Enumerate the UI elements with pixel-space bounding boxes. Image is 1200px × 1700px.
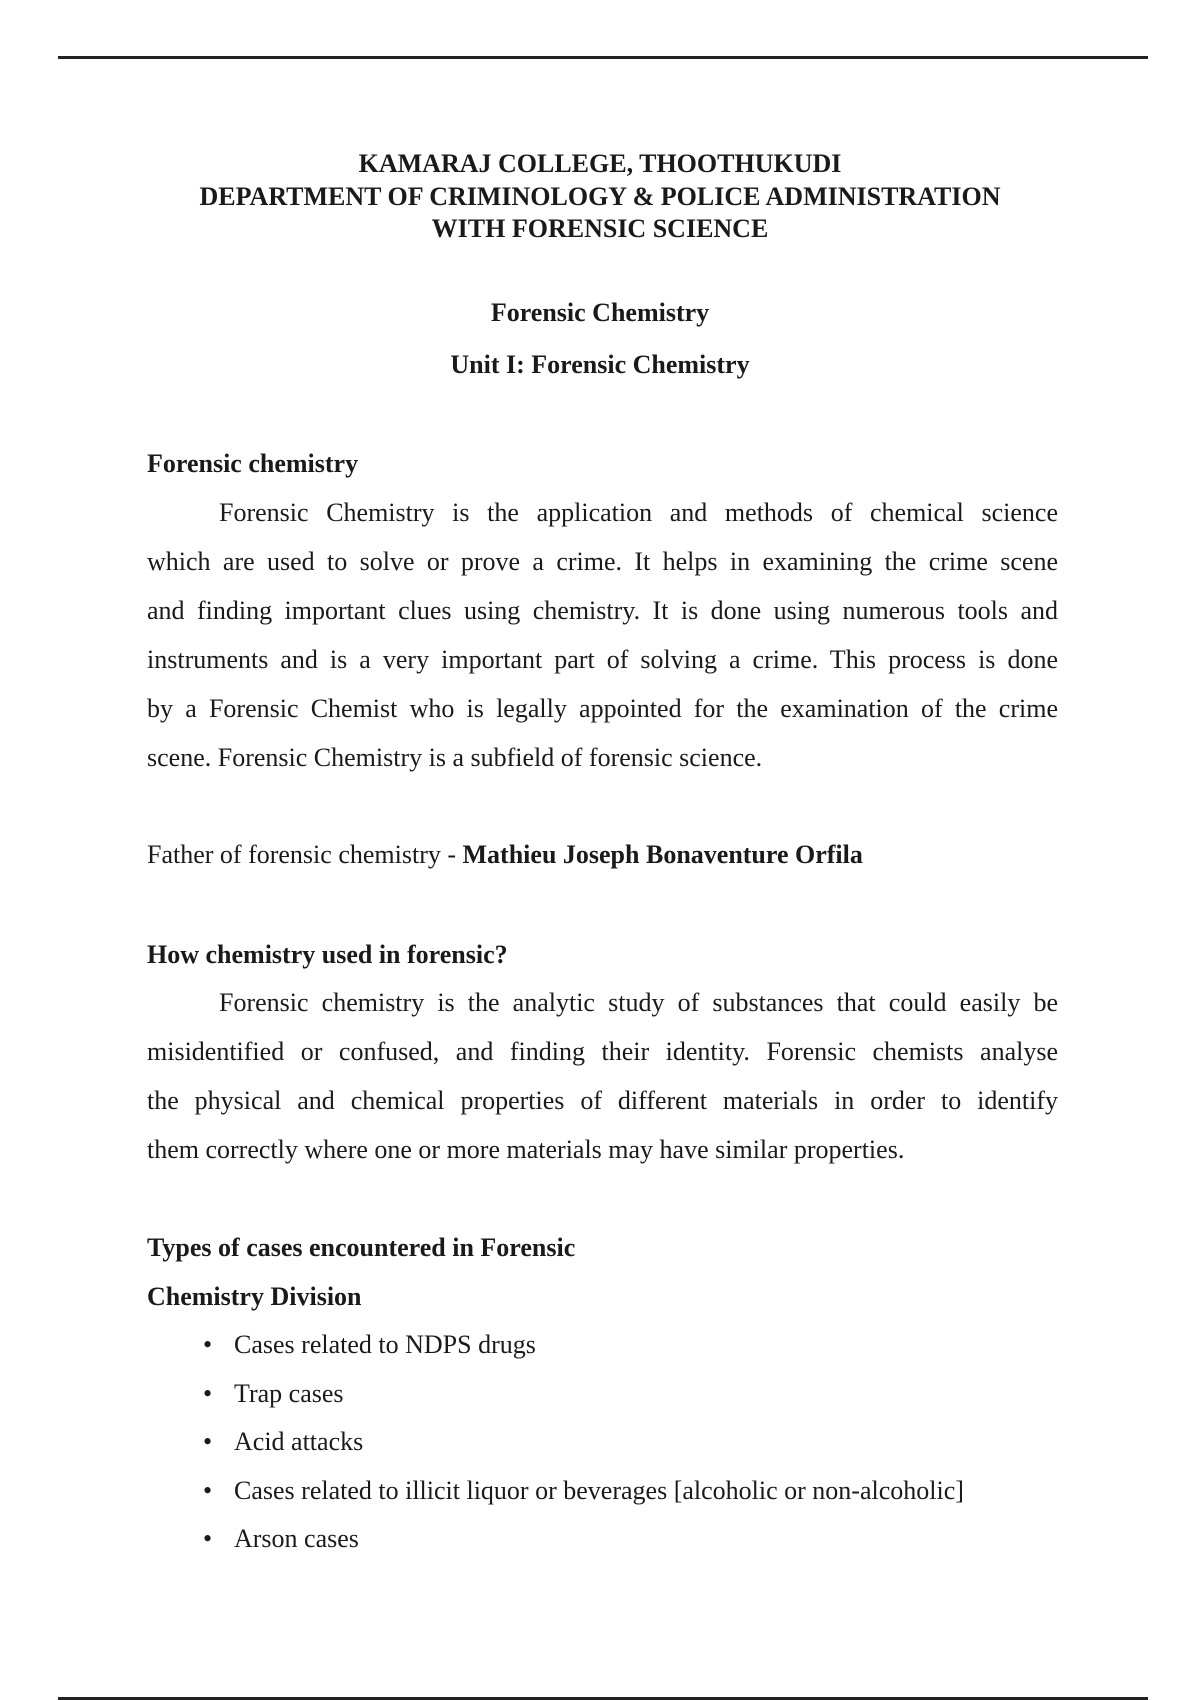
- subject-title: Forensic Chemistry: [490, 298, 710, 327]
- bullet-icon: •: [203, 1378, 213, 1408]
- bullet-icon: •: [203, 1524, 213, 1553]
- top-rule: [58, 56, 1148, 59]
- paragraph-line: Forensic chemistry is the analytic study of substances that could easily be: [219, 988, 1058, 1017]
- college-title: KAMARAJ COLLEGE, THOOTHUKUDI: [358, 149, 842, 178]
- list-item-text: Cases related to NDPS drugs: [234, 1330, 536, 1359]
- paragraph-line: the physical and chemical properties of different materials in order to identify: [147, 1086, 1058, 1115]
- section-heading-forensic-chemistry: Forensic chemistry: [147, 449, 359, 478]
- paragraph-forensic-chemistry: [147, 488, 1058, 782]
- paragraph-how-chemistry: [147, 978, 1058, 1174]
- case-types-list: [203, 1321, 964, 1564]
- list-item: [203, 1321, 964, 1370]
- list-item: [203, 1418, 964, 1467]
- paragraph-line: by a Forensic Chemist who is legally appointed for the examination of the crime: [147, 694, 1058, 723]
- bullet-icon: •: [203, 1475, 213, 1505]
- paragraph-line: misidentified or confused, and finding their identity. Forensic chemists analyse: [147, 1037, 1058, 1066]
- section-heading-types-of-cases: Types of cases encountered in Forensic: [147, 1233, 576, 1262]
- father-name: Mathieu Joseph Bonaventure Orfila: [462, 840, 863, 869]
- father-of-forensic-chemistry: [147, 830, 1058, 879]
- list-item: [203, 1370, 964, 1419]
- department-title: DEPARTMENT OF CRIMINOLOGY & POLICE ADMINISTRATION: [199, 182, 1001, 211]
- bullet-icon: •: [203, 1427, 213, 1456]
- list-item-text: Cases related to illicit liquor or beverages [alcoholic or non-alcoholic]: [234, 1475, 964, 1505]
- paragraph-line: them correctly where one or more materials may have similar properties.: [147, 1135, 905, 1164]
- list-item: [203, 1515, 964, 1564]
- department-title-2: WITH FORENSIC SCIENCE: [431, 214, 769, 243]
- paragraph-line: which are used to solve or prove a crime. It helps in examining the crime scene: [147, 547, 1058, 576]
- list-item: [203, 1467, 964, 1516]
- section-heading-types-of-cases-2: Chemistry Division: [147, 1282, 362, 1311]
- list-item-text: Trap cases: [234, 1378, 344, 1408]
- list-item-text: Arson cases: [234, 1524, 359, 1553]
- unit-title: Unit I: Forensic Chemistry: [450, 350, 750, 379]
- bullet-icon: •: [203, 1330, 213, 1359]
- paragraph-line: and finding important clues using chemistry. It is done using numerous tools and: [147, 596, 1058, 625]
- paragraph-line: scene. Forensic Chemistry is a subfield of forensic science.: [147, 743, 763, 772]
- section-heading-how-chemistry: How chemistry used in forensic?: [147, 940, 508, 969]
- paragraph-line: Forensic Chemistry is the application and methods of chemical science: [219, 498, 1058, 527]
- paragraph-line: instruments and is a very important part of solving a crime. This process is done: [147, 645, 1058, 674]
- list-item-text: Acid attacks: [234, 1427, 364, 1456]
- father-label: Father of forensic chemistry -: [147, 840, 463, 869]
